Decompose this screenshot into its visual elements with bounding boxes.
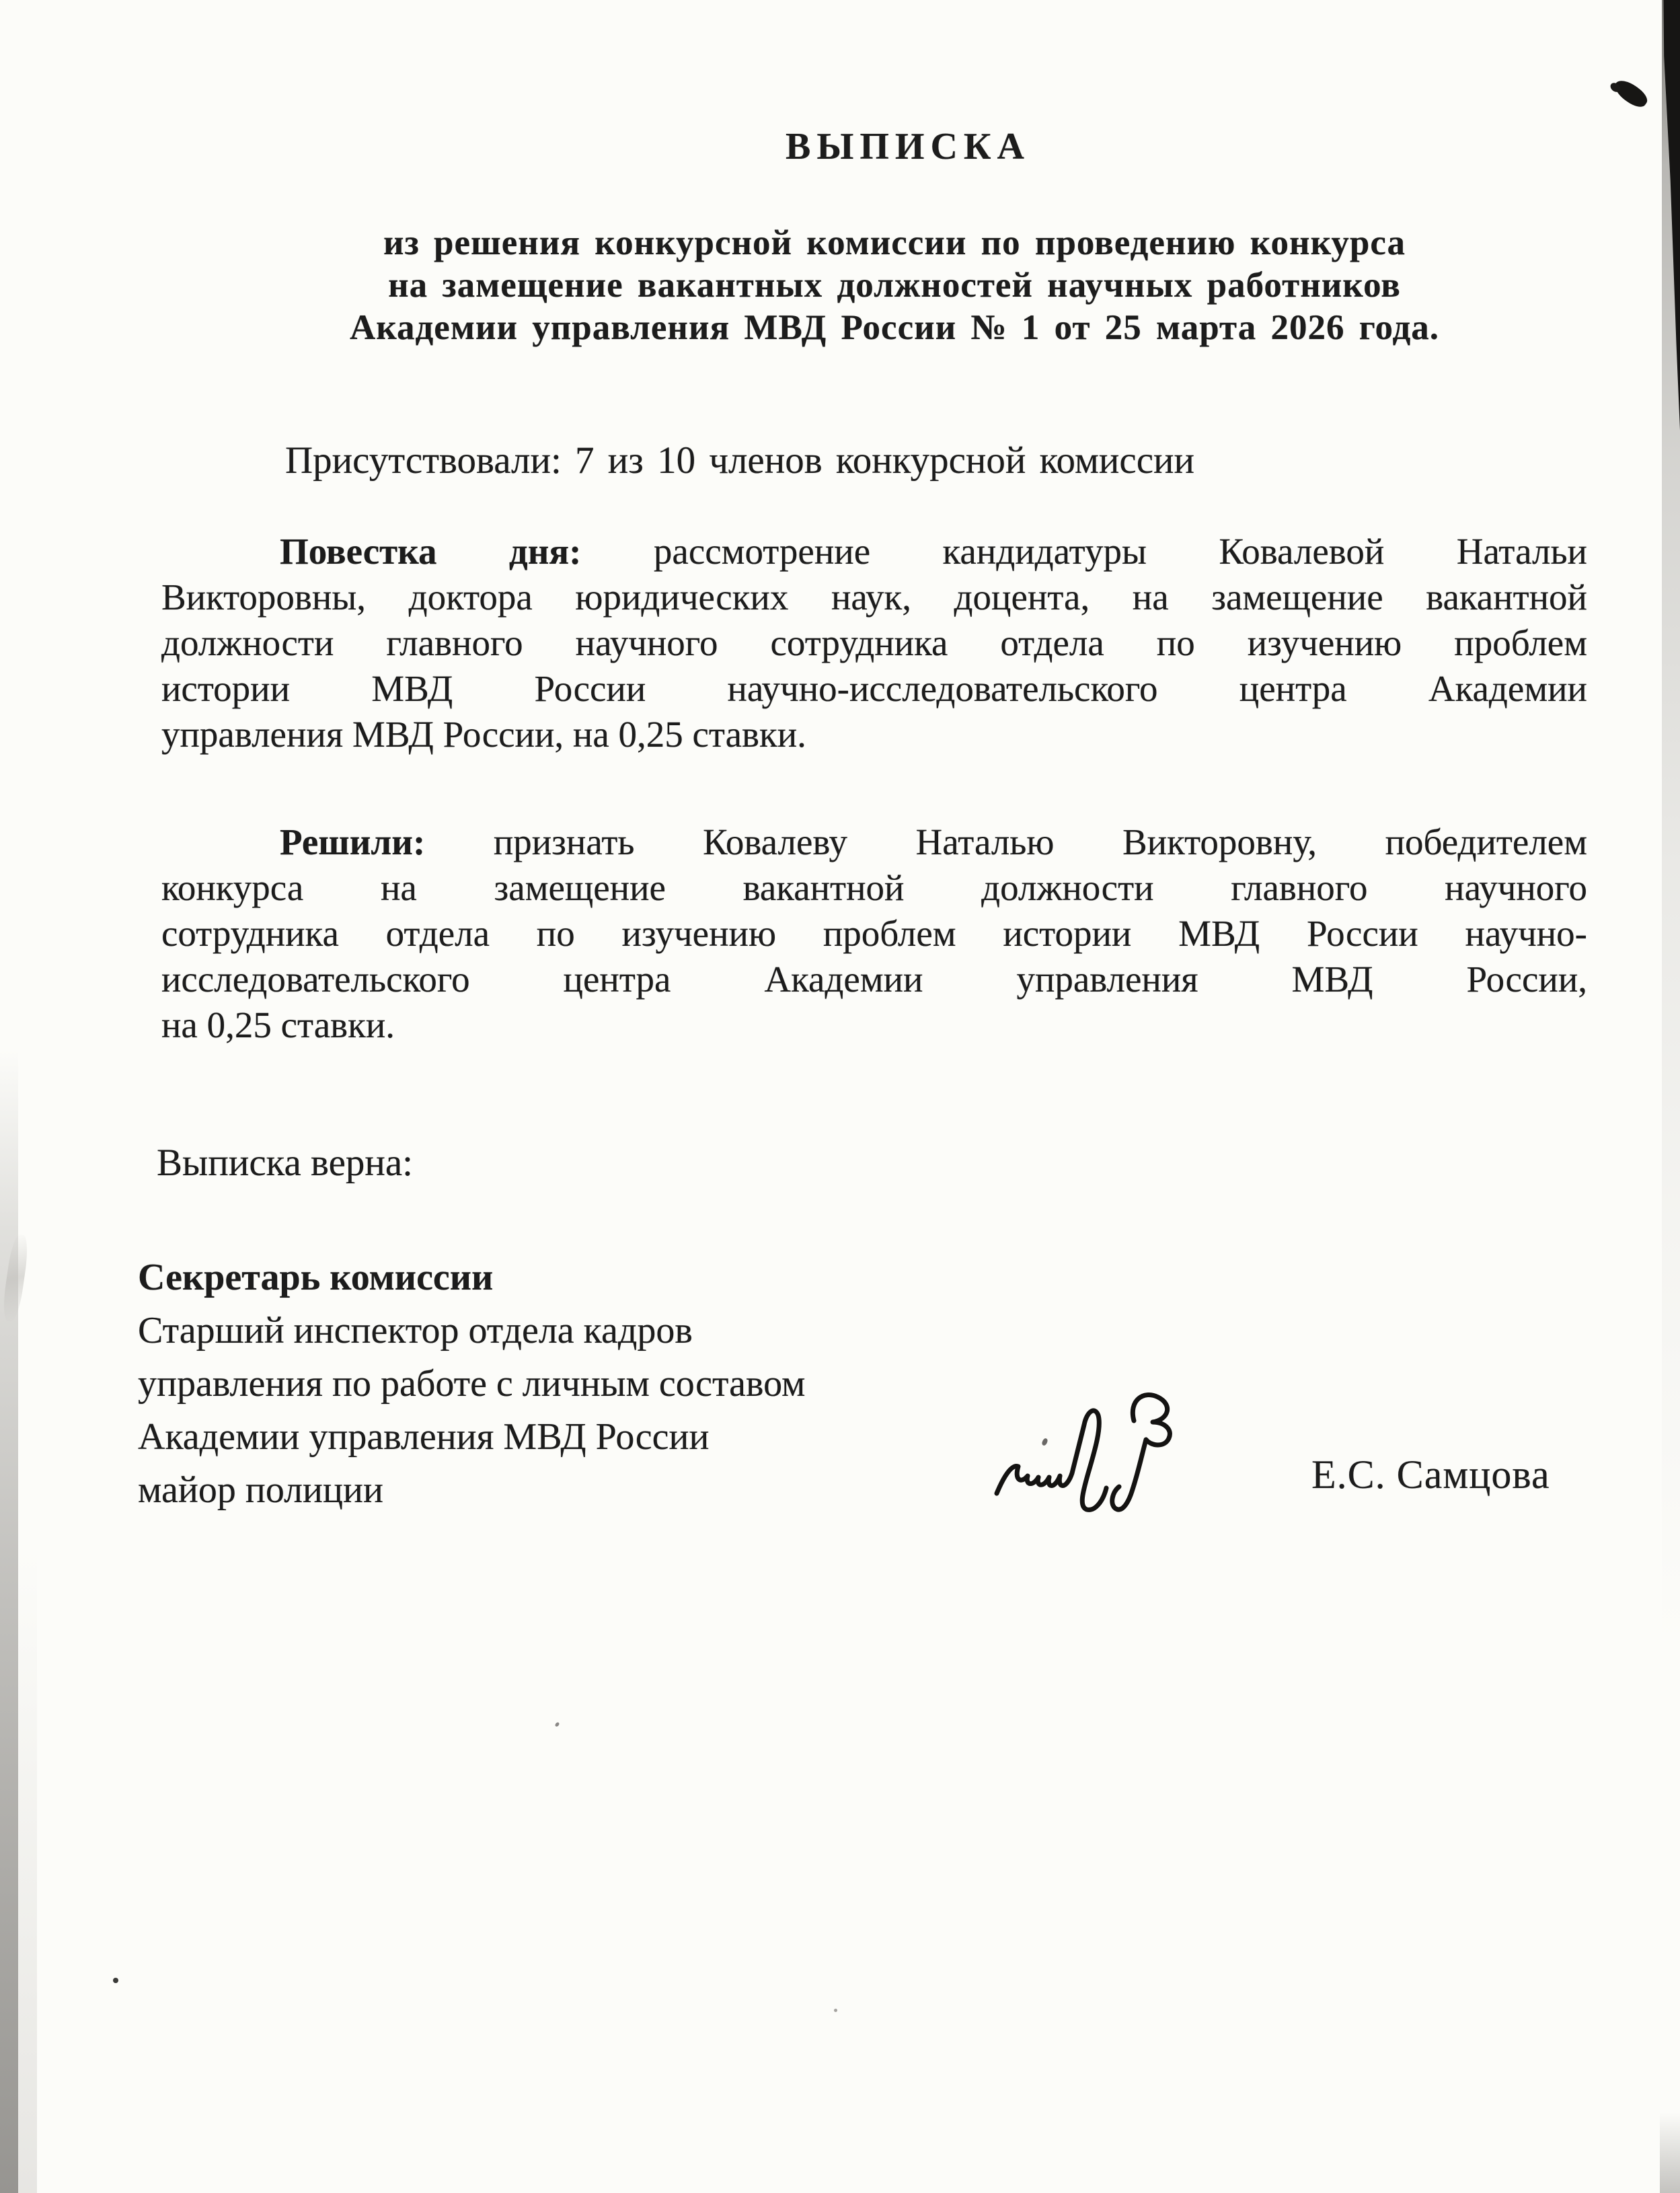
- resolution-paragraph: [161, 819, 1587, 1048]
- agenda-line: управления МВД России, на 0,25 ставки.: [161, 714, 806, 755]
- paper-speck: [554, 1721, 560, 1727]
- scan-edge-left-inner-shadow: [18, 1547, 37, 2193]
- resolution-line: на 0,25 ставки.: [161, 1004, 395, 1045]
- signatory-role-title: Секретарь комиссии: [138, 1257, 494, 1298]
- subtitle-line: на замещение вакантных должностей научных работников: [388, 266, 1401, 305]
- subtitle-line: из решения конкурсной комиссии по проведению конкурса: [383, 223, 1406, 262]
- agenda-line: [161, 529, 1587, 574]
- resolution-line: сотрудника отдела по изучению проблем истории МВД России научно-: [161, 913, 1587, 954]
- agenda-text: рассмотрение кандидатуры Ковалевой Натальи: [653, 531, 1587, 572]
- subtitle-line: Академии управления МВД России № 1 от 25 марта 2026 года.: [349, 308, 1440, 347]
- signatory-role-line: Старший инспектор отдела кадров: [138, 1310, 693, 1351]
- signatory-role-line: майор полиции: [138, 1469, 383, 1511]
- agenda-paragraph: [161, 529, 1587, 757]
- resolution-line: исследовательского центра Академии управления МВД России,: [161, 959, 1587, 1000]
- ink-blot-mark: [1611, 76, 1651, 112]
- document-title: ВЫПИСКА: [786, 126, 1030, 168]
- agenda-line: истории МВД России научно-исследовательского центра Академии: [161, 668, 1587, 709]
- resolution-line: [161, 819, 1587, 865]
- resolution-text: признать Ковалеву Наталью Викторовну, победителем: [493, 821, 1587, 862]
- resolution-line: конкурса на замещение вакантной должности главного научного: [161, 867, 1587, 908]
- certification-line: Выписка верна:: [157, 1142, 414, 1184]
- agenda-label: Повестка дня:: [280, 531, 582, 572]
- agenda-line: должности главного научного сотрудника отдела по изучению проблем: [161, 622, 1587, 663]
- signatory-name: Е.С. Самцова: [1311, 1452, 1550, 1497]
- scan-edge-left-shadow: [0, 1049, 18, 2193]
- agenda-line: Викторовны, доктора юридических наук, доцента, на замещение вакантной: [161, 577, 1587, 618]
- handwritten-signature: [987, 1378, 1216, 1532]
- paper-speck: [113, 1978, 118, 1983]
- paper-speck: [834, 2009, 837, 2012]
- scan-edge-right-bottom: [1660, 2112, 1680, 2193]
- attendees-line: Присутствовали: 7 из 10 членов конкурсной комиссии: [285, 439, 1195, 482]
- signatory-block: [138, 1251, 805, 1517]
- resolution-label: Решили:: [280, 821, 426, 862]
- document-subtitle: [182, 222, 1607, 349]
- signatory-role-line: управления по работе с личным составом: [138, 1363, 806, 1405]
- signatory-role-line: Академии управления МВД России: [138, 1416, 710, 1458]
